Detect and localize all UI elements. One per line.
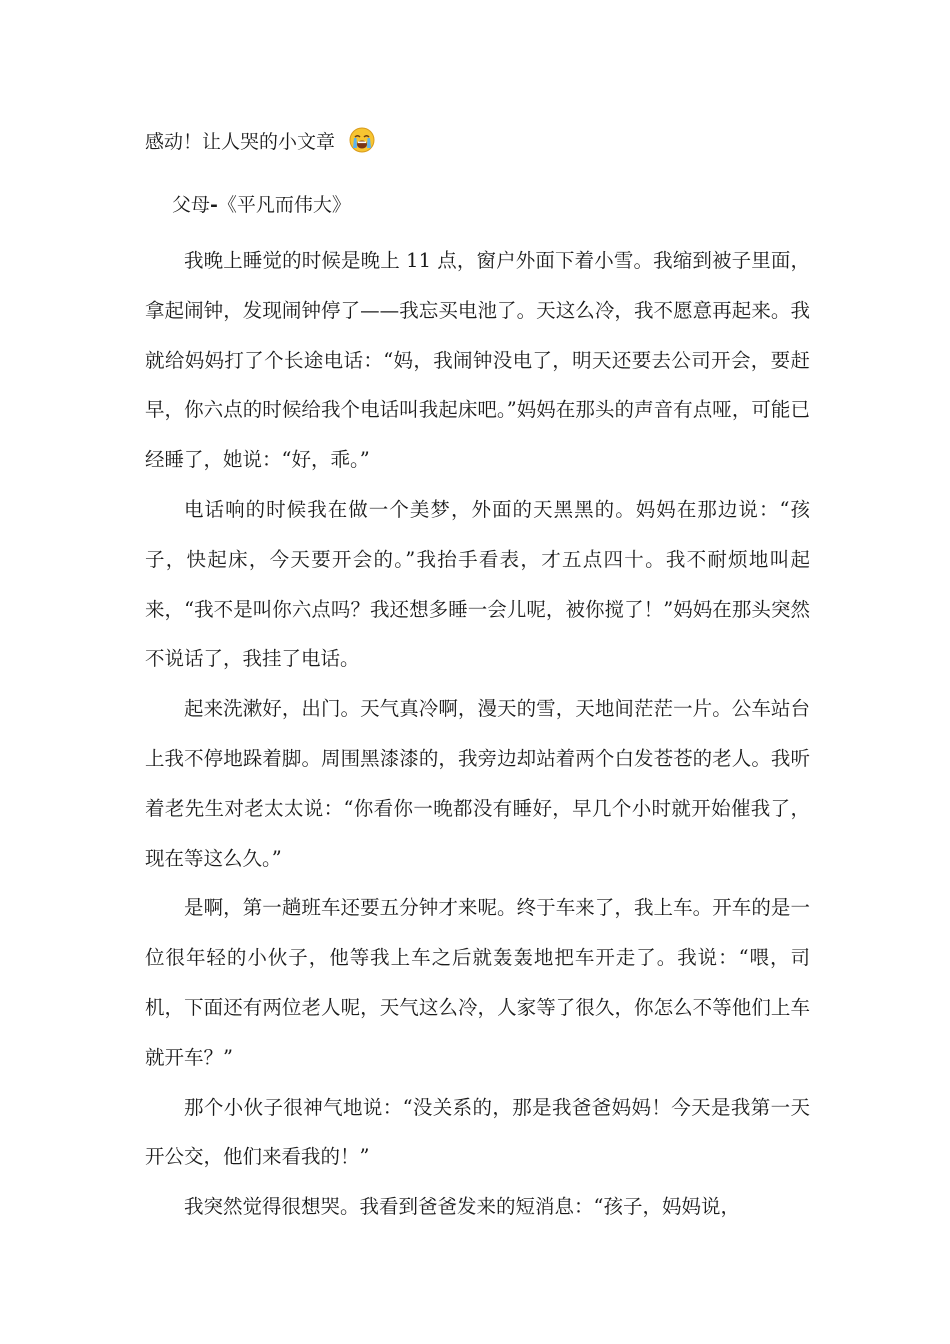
paragraph: 我晚上睡觉的时候是晚上 11 点，窗户外面下着小雪。我缩到被子里面，拿起闹钟，发现闹钟停了——我忘买电池了。天这么冷，我不愿意再起来。我就给妈妈打了个长途电话：“妈，我闹钟没电了，明天还要去公司开会，要赶早，你六点的时候给我个电话叫我起床吧。”妈妈在那头的声音有点哑，可能已经睡了，她说：“好，乖。” <box>145 249 810 472</box>
paragraph: 起来洗漱好，出门。天气真冷啊，漫天的雪，天地间茫茫一片。公车站台上我不停地跺着脚。周围黑漆漆的，我旁边却站着两个白发苍苍的老人。我听着老先生对老太太说：“你看你一晚都没有睡好，早几个小时就开始催我了，现在等这么久。” <box>145 697 810 870</box>
crying-face-icon <box>349 127 375 153</box>
paragraph: 我突然觉得很想哭。我看到爸爸发来的短消息：“孩子，妈妈说， <box>184 1195 740 1219</box>
article-subtitle <box>172 190 351 217</box>
paragraph: 那个小伙子很神气地说：“没关系的，那是我爸爸妈妈！今天是我第一天开公交，他们来看我的！” <box>145 1095 810 1169</box>
subtitle-prefix: 父母 <box>172 194 211 216</box>
subtitle-book-title: 《平凡而伟大》 <box>217 194 351 216</box>
paragraph: 是啊，第一趟班车还要五分钟才来呢。终于车来了，我上车。开车的是一位很年轻的小伙子，他等我上车之后就轰轰地把车开走了。我说：“喂，司机，下面还有两位老人呢，天气这么冷，人家等了很久，你怎么不等他们上车就开车？” <box>145 896 810 1069</box>
article-title-row <box>145 118 375 162</box>
paragraph: 电话响的时候我在做一个美梦，外面的天黑黑的。妈妈在那边说：“孩子，快起床，今天要开会的。”我抬手看表，才五点四十。我不耐烦地叫起来，“我不是叫你六点吗？我还想多睡一会儿呢，被你搅了！”妈妈在那头突然不说话了，我挂了电话。 <box>145 497 810 671</box>
article-title: 感动！让人哭的小文章 <box>145 130 336 153</box>
article-body <box>145 236 810 1232</box>
subtitle-dash: - <box>210 194 218 216</box>
